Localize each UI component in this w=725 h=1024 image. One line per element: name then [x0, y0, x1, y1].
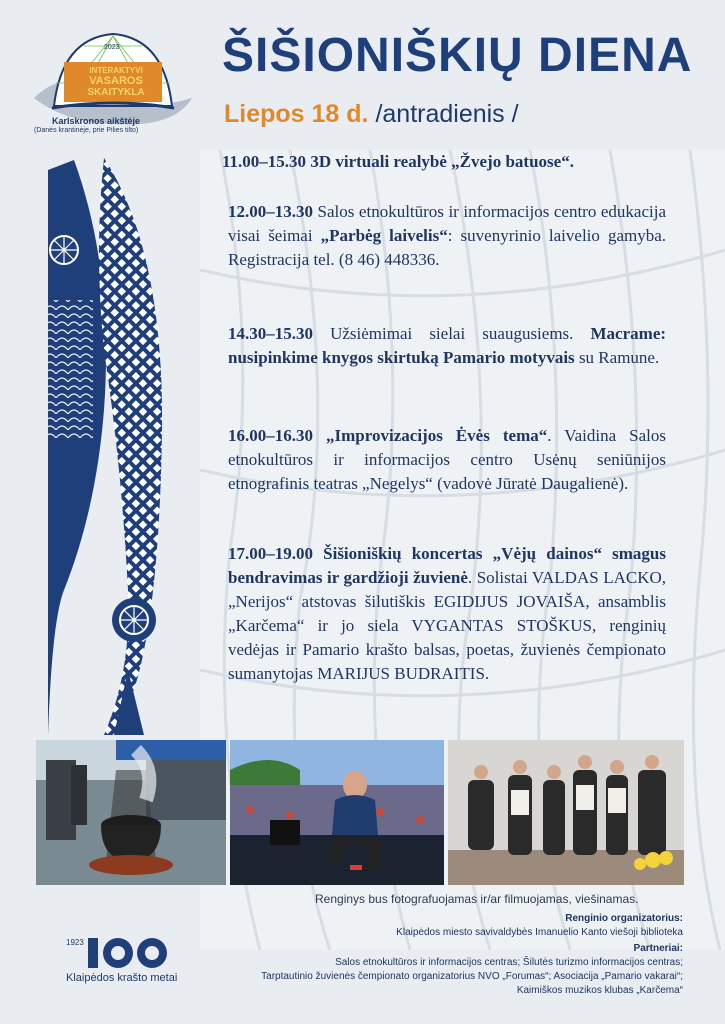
kr-logo-label: Klaipėdos krašto metai	[66, 972, 178, 984]
event-5	[228, 542, 666, 686]
event-weekday: /antradienis /	[375, 100, 519, 128]
photo-fish-soup-cauldron	[36, 740, 226, 885]
logo-line-1: INTERAKTYVI	[89, 66, 143, 75]
event-2-bold: „Parbėg laivelis“	[320, 226, 448, 245]
event-4-bold: „Improvizacijos Ėvės tema“	[326, 426, 548, 445]
event-4	[228, 424, 666, 496]
page-title: ŠIŠIONIŠKIŲ DIENA	[222, 29, 693, 82]
logo-place: Karlskronos aikštėje	[52, 116, 141, 126]
event-5-bold: Šišioniškių koncertas „Vėjų dainos“ smagus bendravimas ir gardžioji žuvienė	[228, 544, 666, 587]
decorative-fish-icon	[44, 150, 176, 735]
event-2	[228, 200, 666, 272]
event-3-text-a: Užsiėmimai sielai suaugusiems.	[330, 324, 574, 343]
event-1-time: 11.00–15.30	[222, 152, 307, 171]
partners-line-2: Tarptautinio žuvienės čempionato organizatorius NVO „Forumas“; Asociacija „Pamario vakarai“;	[261, 971, 683, 982]
recording-notice: Renginys bus fotografuojamas ir/ar filmuojamas, viešinamas.	[315, 892, 639, 906]
event-1-text: 3D virtuali realybė „Žvejo batuose“.	[310, 152, 574, 171]
event-4-time: 16.00–16.30	[228, 426, 313, 445]
kr-logo-year: 1923	[66, 938, 84, 947]
logo-year: 2023	[104, 44, 120, 51]
event-2-text-b: : suvenyrinio laivelio gamyba. Registracija tel. (8 46) 448336.	[228, 226, 667, 269]
event-date	[224, 100, 519, 129]
partners-line-3: Kaimiškos muzikos klubas „Karčema“	[516, 985, 683, 996]
event-3-text-b: su Ramune.	[578, 348, 660, 367]
event-1	[222, 150, 672, 174]
logo-title	[66, 65, 166, 98]
event-day: Liepos 18 d.	[224, 100, 369, 128]
event-3-time: 14.30–15.30	[228, 324, 313, 343]
partners-line-1: Salos etnokultūros ir informacijos centras; Šilutės turizmo informacijos centras;	[335, 957, 683, 968]
organizer-label: Renginio organizatorius:	[565, 913, 683, 924]
logo-line-3: SKAITYKLA	[87, 87, 145, 98]
logo-line-2: VASAROS	[89, 75, 143, 87]
event-2-text-a: Salos etnokultūros ir informacijos centro edukacija visai šeimai	[228, 202, 666, 245]
photo-folk-theatre	[448, 740, 684, 885]
partners-label: Partneriai:	[633, 943, 683, 954]
organizer-name: Klaipėdos miesto savivaldybės Imanuelio Kanto viešoji biblioteka	[396, 927, 683, 938]
event-2-time: 12.00–13.30	[228, 202, 313, 221]
event-4-text-b: . Vaidina Salos etnokultūros ir informacijos centro Usėnų seniūnijos etnografinis teatras „Negelys“ (vadovė Jūratė Daugalienė).	[228, 426, 666, 493]
event-5-time: 17.00–19.00	[228, 544, 313, 563]
event-3	[228, 322, 666, 370]
logo-place-note: (Danės krantinėje, prie Pilies tilto)	[34, 127, 139, 134]
photo-concert-stage	[230, 740, 444, 885]
event-5-text-b: . Solistai VALDAS LACKO, „Nerijos“ atstovas šilutiškis EGIDIJUS JOVAIŠA, ansamblis „Karčema“ ir jo siela VYGANTAS STOŠKUS, renginių vedėjas ir Pamario krašto balsas, poetas, žuvienės čempionato sumanytojas MARIJUS BUDRAITIS.	[228, 568, 667, 683]
event-3-bold: Macrame: nusipinkime knygos skirtuką Pamario motyvais	[228, 324, 667, 367]
